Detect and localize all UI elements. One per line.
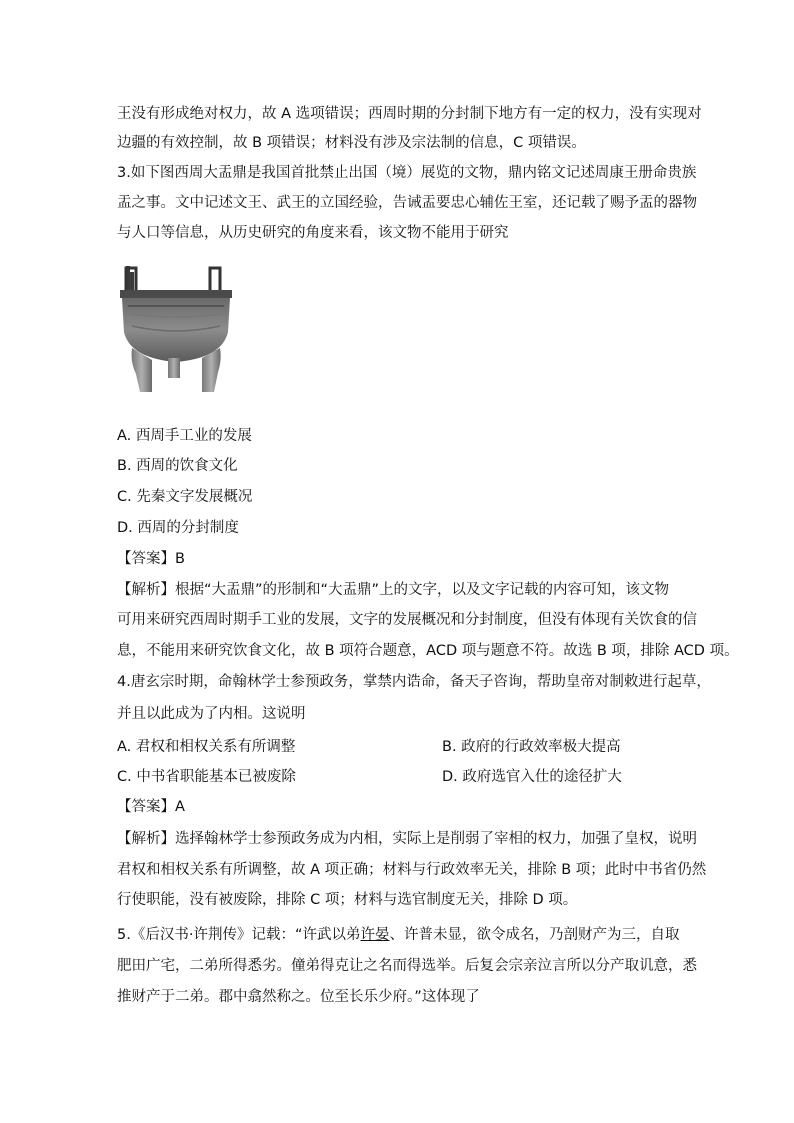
explanation-text: 行使职能，没有被废除，排除 C 项；材料与选官制度无关，排除 D 项。 — [117, 892, 578, 908]
explanation-text: 可用来研究西周时期手工业的发展，文字的发展概况和分封制度，但没有体现有关饮食的信 — [117, 612, 697, 628]
option-c: C. 中书省职能基本已被废除 — [117, 769, 296, 785]
option-a: A. 君权和相权关系有所调整 — [117, 739, 296, 755]
answer-label: 【答案】B — [117, 551, 185, 567]
option-a: A. 西周手工业的发展 — [117, 428, 252, 444]
option-d: D. 西周的分封制度 — [117, 520, 239, 536]
question-4-stem: 4.唐玄宗时期，命翰林学士参预政务，掌禁内诰命，备天子咨询，帮助皇帝对制敕进行起草， — [117, 674, 711, 690]
text-line: 王没有形成绝对权力，故 A 选项错误；西周时期的分封制下地方有一定的权力，没有实现对 — [117, 106, 702, 122]
question-5-stem: 肥田广宅，二弟所得悉劣。僮弟得克让之名而得选举。后复会宗亲泣言所以分产取讥意，悉 — [117, 958, 697, 974]
explanation-text: 【解析】根据“大盂鼎”的形制和“大盂鼎”上的文字，以及文字记载的内容可知，该文物 — [117, 582, 670, 598]
option-d: D. 政府选官入仕的途径扩大 — [442, 769, 622, 785]
option-b: B. 政府的行政效率极大提高 — [442, 739, 621, 755]
text-line: 边疆的有效控制，故 B 项错误；材料没有涉及宗法制的信息，C 项错误。 — [117, 135, 586, 151]
question-3-stem: 3.如下图西周大盂鼎是我国首批禁止出国（境）展览的文物，鼎内铭文记述周康王册命贵族 — [117, 165, 697, 181]
question-5-stem: 推财产于二弟。郡中翕然称之。位至长乐少府。”这体现了 — [117, 989, 480, 1005]
option-b: B. 西周的饮食文化 — [117, 458, 238, 474]
question-3-stem: 盂之事。文中记述文王、武王的立国经验，告诫盂要忠心辅佐王室，还记载了赐予盂的器物 — [117, 195, 697, 211]
explanation-text: 息，不能用来研究饮食文化，故 B 项符合题意，ACD 项与题意不符。故选 B 项，排除 ACD 项。 — [117, 643, 739, 659]
ding-vessel-image — [118, 262, 236, 396]
explanation-text: 【解析】选择翰林学士参预政务成为内相，实际上是削弱了宰相的权力，加强了皇权，说明 — [117, 831, 697, 847]
question-5-stem — [117, 925, 679, 945]
underlined-name: 许晏 — [360, 927, 390, 943]
text-fragment: 、许普未显，欲令成名，乃剖财产为三，自取 — [389, 927, 680, 943]
option-c: C. 先秦文字发展概况 — [117, 489, 253, 505]
question-4-stem: 并且以此成为了内相。这说明 — [117, 706, 306, 722]
text-fragment: 5.《后汉书·许荆传》记载：“许武以弟 — [117, 927, 361, 943]
question-3-stem: 与人口等信息，从历史研究的角度来看，该文物不能用于研究 — [117, 225, 509, 241]
answer-label: 【答案】A — [117, 799, 185, 815]
explanation-text: 君权和相权关系有所调整，故 A 项正确；材料与行政效率无关，排除 B 项；此时中书省仍然 — [117, 862, 707, 878]
